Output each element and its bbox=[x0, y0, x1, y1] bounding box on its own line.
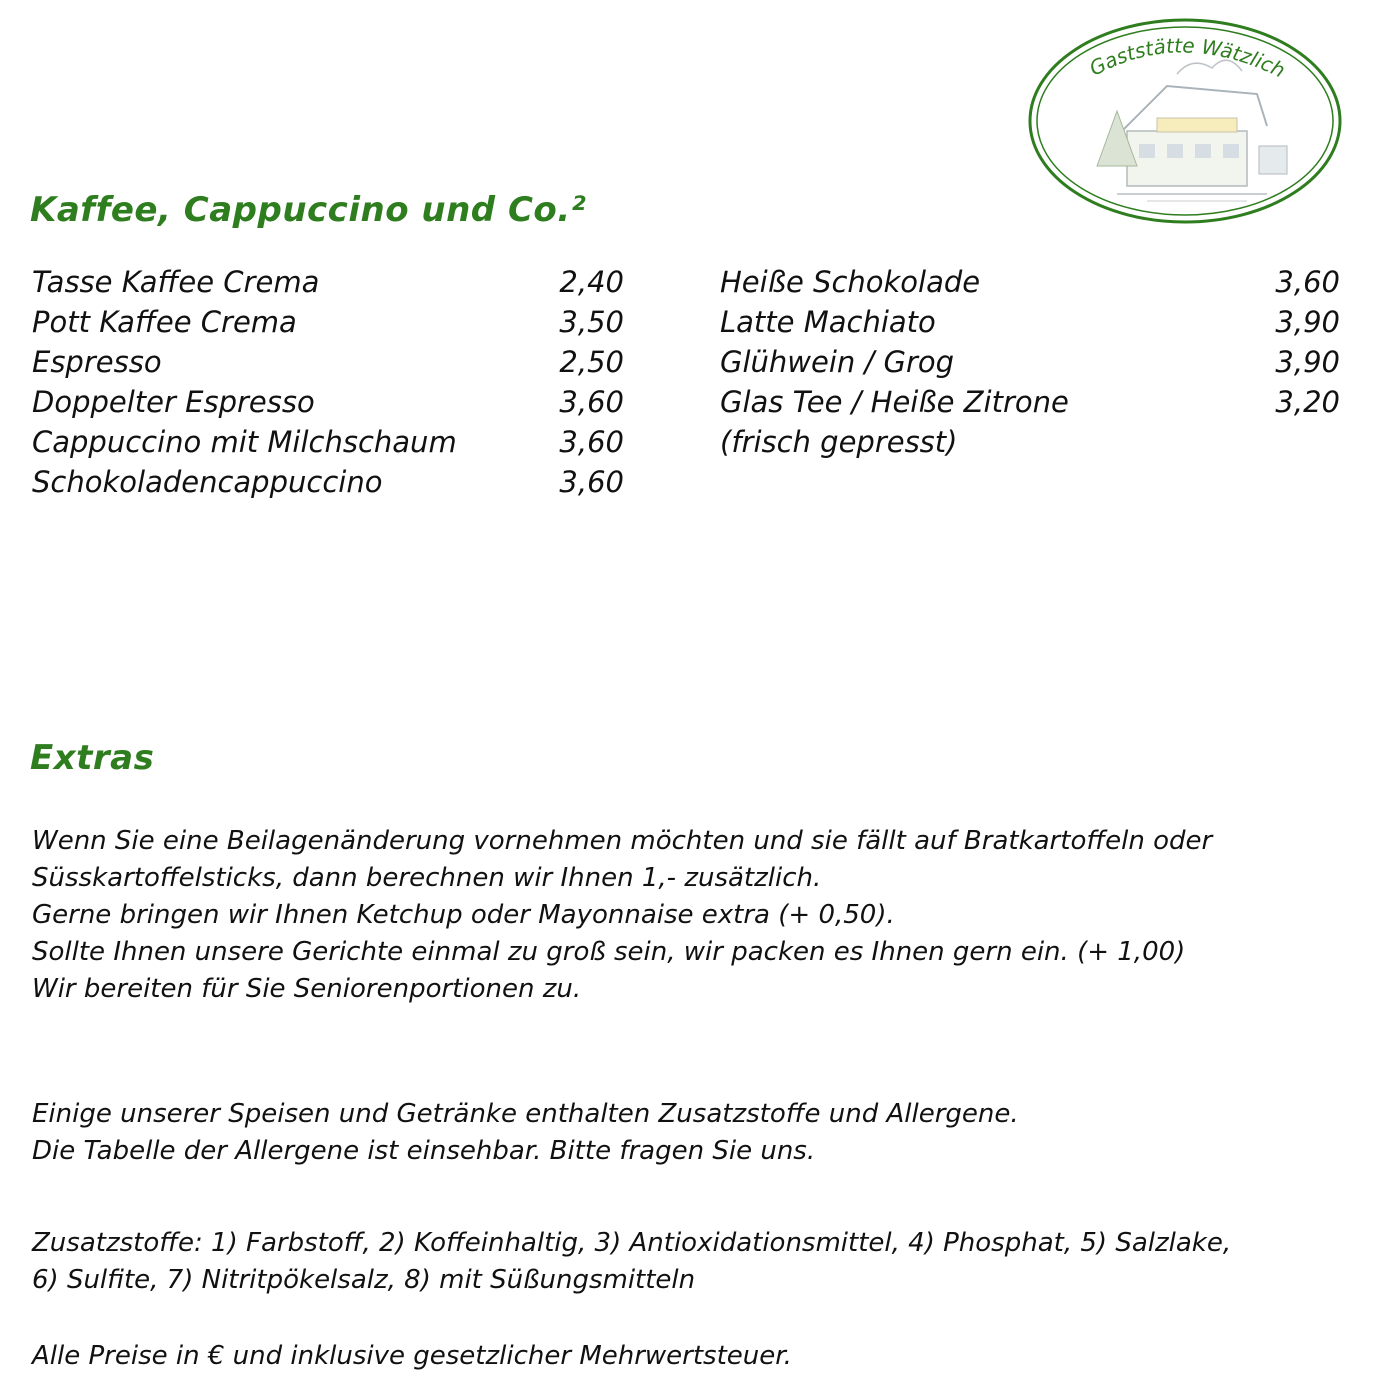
text-line: Wir bereiten für Sie Seniorenportionen zu. bbox=[32, 974, 582, 1004]
menu-item-price: 3,60 bbox=[559, 465, 624, 499]
text-line: Sollte Ihnen unsere Gerichte einmal zu groß sein, wir packen es Ihnen gern ein. (+ 1,00) bbox=[32, 937, 1186, 967]
menu-item-name: Espresso bbox=[32, 345, 162, 379]
menu-item-price: 3,60 bbox=[559, 425, 624, 459]
text-line: Süsskartoffelsticks, dann berechnen wir Ihnen 1,- zusätzlich. bbox=[32, 863, 822, 893]
menu-item bbox=[32, 342, 624, 382]
menu-item-name: Cappuccino mit Milchschaum bbox=[32, 425, 457, 459]
additives-list bbox=[32, 1225, 1231, 1299]
extras-text bbox=[32, 823, 1212, 1008]
menu-item-name: Schokoladencappuccino bbox=[32, 465, 383, 499]
vat-note: Alle Preise in € und inklusive gesetzlicher Mehrwertsteuer. bbox=[32, 1341, 792, 1371]
text-line: Zusatzstoffe: 1) Farbstoff, 2) Koffeinhaltig, 3) Antioxidationsmittel, 4) Phosphat, 5) Salzlake, bbox=[32, 1228, 1232, 1258]
menu-item bbox=[32, 422, 624, 462]
menu-item bbox=[32, 302, 624, 342]
section-title-coffee: Kaffee, Cappuccino und Co.² bbox=[30, 190, 587, 230]
menu-item-name: Doppelter Espresso bbox=[32, 385, 315, 419]
menu-item-price: 3,60 bbox=[559, 385, 624, 419]
allergen-notice bbox=[32, 1096, 1019, 1170]
restaurant-logo bbox=[1027, 16, 1343, 226]
menu-item-price: 3,50 bbox=[559, 305, 624, 339]
text-line: Gerne bringen wir Ihnen Ketchup oder Mayonnaise extra (+ 0,50). bbox=[32, 900, 895, 930]
text-line: 6) Sulfite, 7) Nitritpökelsalz, 8) mit Süßungsmitteln bbox=[32, 1265, 696, 1295]
text-line: Einige unserer Speisen und Getränke enthalten Zusatzstoffe und Allergene. bbox=[32, 1099, 1019, 1129]
menu-item bbox=[720, 382, 1340, 422]
menu-item bbox=[720, 302, 1340, 342]
menu-item-price: 2,50 bbox=[559, 345, 624, 379]
menu-item bbox=[32, 382, 624, 422]
menu-column-left bbox=[32, 262, 624, 502]
menu-item-name: Glühwein / Grog bbox=[720, 345, 955, 379]
menu-item-name: Glas Tee / Heiße Zitrone bbox=[720, 385, 1069, 419]
menu-item-price: 3,60 bbox=[1275, 265, 1340, 299]
menu-item-name: Heiße Schokolade bbox=[720, 265, 981, 299]
menu-column-right bbox=[720, 262, 1340, 462]
menu-item bbox=[720, 342, 1340, 382]
menu-item bbox=[720, 262, 1340, 302]
menu-item-price: 3,20 bbox=[1275, 385, 1340, 419]
menu-item bbox=[32, 462, 624, 502]
menu-item-note: (frisch gepresst) bbox=[720, 425, 958, 459]
menu-item-price: 2,40 bbox=[559, 265, 624, 299]
menu-item-price: 3,90 bbox=[1275, 345, 1340, 379]
section-title-extras: Extras bbox=[30, 738, 155, 778]
menu-item-price: 3,90 bbox=[1275, 305, 1340, 339]
text-line: Die Tabelle der Allergene ist einsehbar. Bitte fragen Sie uns. bbox=[32, 1136, 816, 1166]
text-line: Wenn Sie eine Beilagenänderung vornehmen möchten und sie fällt auf Bratkartoffeln oder bbox=[32, 826, 1213, 856]
menu-item-name: Latte Machiato bbox=[720, 305, 936, 339]
menu-item-name: Tasse Kaffee Crema bbox=[32, 265, 320, 299]
logo-name: Gaststätte Wätzlich bbox=[1085, 33, 1289, 83]
menu-item bbox=[32, 262, 624, 302]
menu-item-name: Pott Kaffee Crema bbox=[32, 305, 297, 339]
